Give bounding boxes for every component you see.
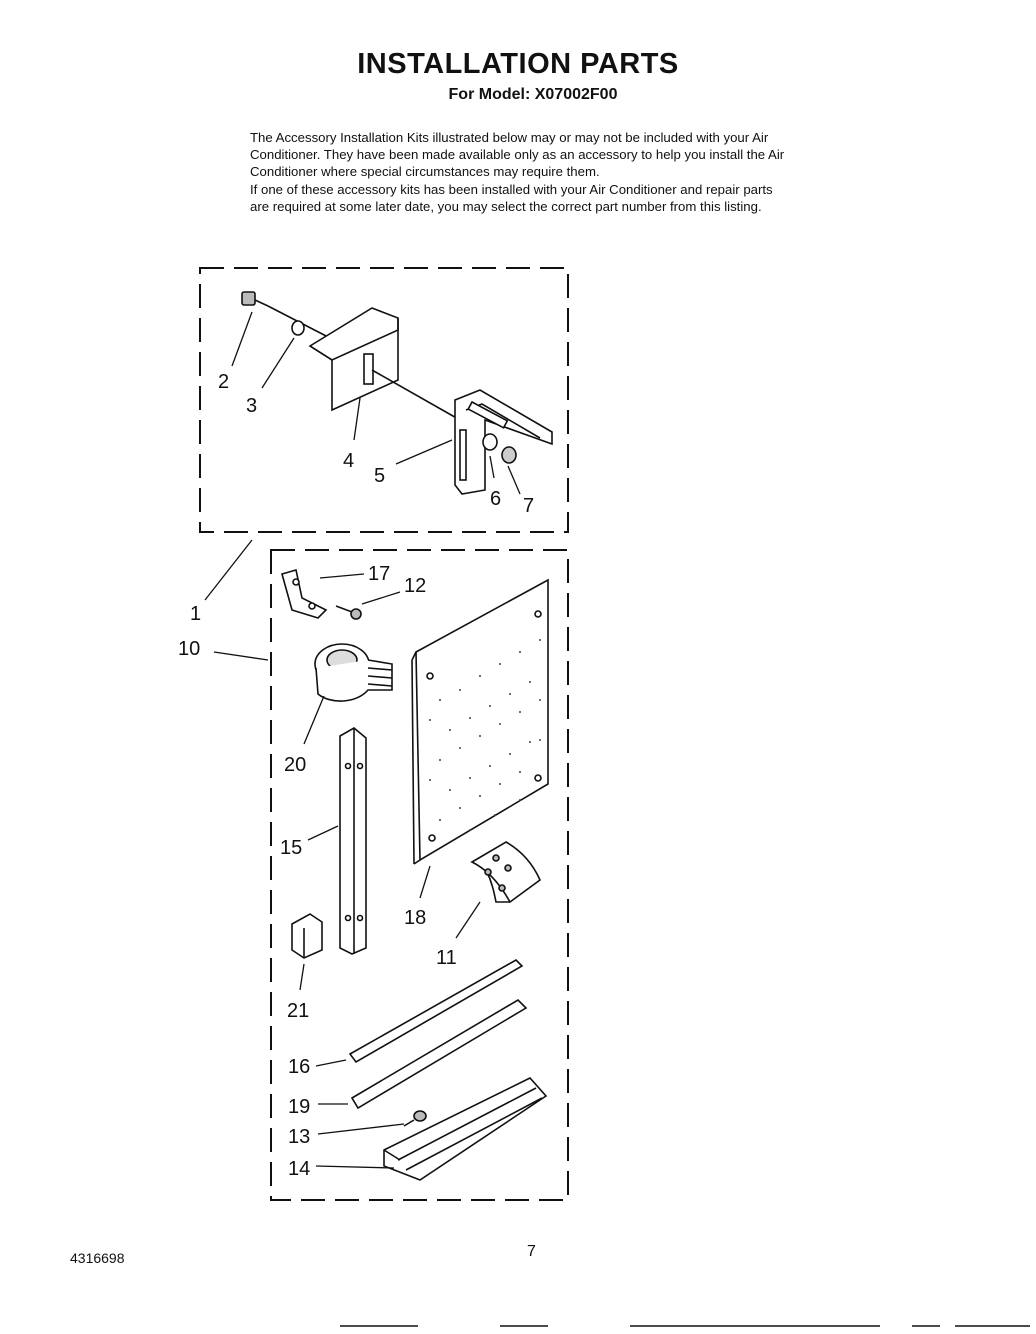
callout-12: 12: [404, 575, 427, 597]
callout-15: 15: [280, 837, 303, 859]
callout-6: 6: [490, 488, 502, 510]
model-subtitle: For Model: X07002F00: [448, 86, 618, 103]
washer-part: [292, 321, 304, 335]
callout-14: 14: [288, 1158, 311, 1180]
page-number: 7: [527, 1243, 536, 1260]
callout-5: 5: [374, 465, 386, 487]
callout-21: 21: [287, 1000, 310, 1022]
tape-roll-part: [315, 644, 392, 701]
document-number: 4316698: [70, 1250, 125, 1266]
block-part: [292, 914, 322, 958]
screw-sill-part: [404, 1111, 426, 1126]
callout-1: 1: [190, 603, 202, 625]
intro-paragraph-1: The Accessory Installation Kits illustrated below may or may not be included with your Air Conditioner. They have been made available only as an accessory to help you install the Air Conditioner where special circumstances may require them.: [250, 130, 785, 179]
callout-11: 11: [436, 947, 457, 969]
callout-7: 7: [523, 495, 535, 517]
callout-3: 3: [246, 395, 258, 417]
callout-4: 4: [343, 450, 355, 472]
side-angle-part: [340, 728, 366, 954]
callout-17: 17: [368, 563, 391, 585]
callout-18: 18: [404, 907, 427, 929]
washer-small-part: [483, 434, 497, 450]
sill-channel-part: [384, 1078, 546, 1180]
bracket-part: [455, 390, 552, 494]
callout-13: 13: [288, 1126, 311, 1148]
panel-part: [412, 580, 548, 864]
support-clip-part: [472, 842, 540, 902]
screw-part: [242, 292, 330, 338]
screw-small-part: [336, 606, 361, 619]
callout-16: 16: [288, 1056, 311, 1078]
callout-19: 19: [288, 1096, 311, 1118]
foam-strip-lower-part: [352, 1000, 526, 1108]
callout-20: 20: [284, 754, 307, 776]
callout-10: 10: [178, 638, 201, 660]
nut-part: [502, 447, 516, 463]
angle-bracket-part: [282, 570, 326, 618]
callout-2: 2: [218, 371, 230, 393]
intro-paragraph-2: If one of these accessory kits has been installed with your Air Conditioner and repair parts are required at some later date, you may select the correct part number from this listing.: [250, 182, 773, 215]
page-title: INSTALLATION PARTS: [357, 48, 679, 80]
cover-part: [310, 308, 460, 420]
foam-strip-upper-part: [350, 960, 522, 1062]
